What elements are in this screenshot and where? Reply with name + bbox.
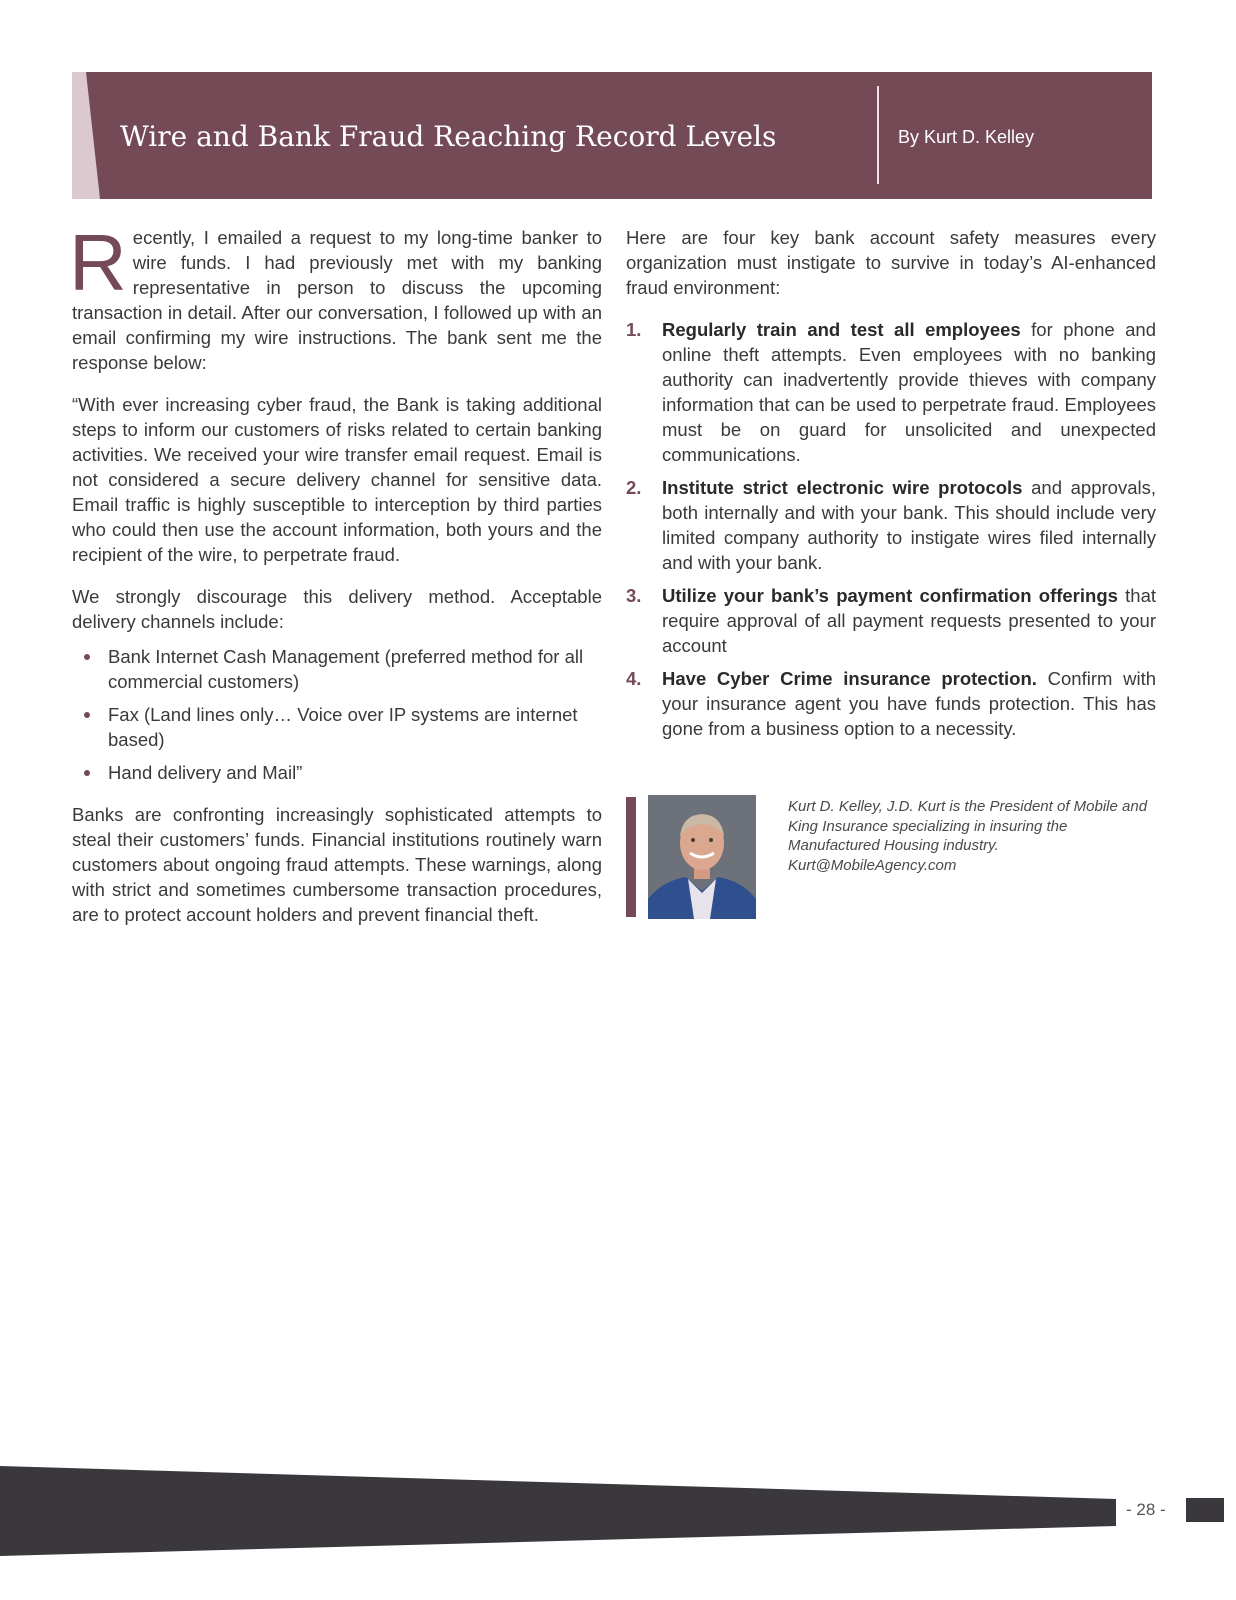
step-heading: Have Cyber Crime insurance protection. [662,668,1037,689]
article-byline: By Kurt D. Kelley [898,127,1035,147]
bio-description: Kurt D. Kelley, J.D. Kurt is the President of Mobile and King Insurance specializing in insuring the Manufactured Housing industry. [788,798,1148,854]
list-item [626,666,1156,741]
list-item: Fax (Land lines only… Voice over IP systems are internet based) [72,702,602,752]
author-photo [648,795,756,919]
bio-accent-bar [626,797,636,917]
bank-quote-paragraph: “With ever increasing cyber fraud, the Bank is taking additional steps to inform our customers of risks related to certain banking activities. We received your wire transfer email request. Email is not considered a secure delivery channel for sensitive data. Email traffic is highly susceptible to interception by third parties who could then use the account information, both yours and the recipient of the wire, to perpetrate fraud. [72,394,602,565]
article-header-banner [72,72,1152,199]
banner-accent-stripe [72,72,100,199]
measures-intro: Here are four key bank account safety measures every organization must instigate to survive in today’s AI-enhanced fraud environment: [626,227,1156,298]
list-item [626,317,1156,467]
page-number: - 28 - [1126,1500,1166,1519]
drop-cap: R [69,218,127,307]
delivery-channel-list [72,644,602,785]
article-title: Wire and Bank Fraud Reaching Record Levels [120,120,777,153]
step-heading: Regularly train and test all employees [662,319,1021,340]
step-text: and approvals, both internally and with your bank. This should include very limited company authority to instigate wires filed internally and with your bank. [662,477,1156,573]
list-item [626,583,1156,658]
left-column [69,218,602,944]
right-column [626,225,1156,749]
step-number: 3. [626,585,642,606]
list-item [626,475,1156,575]
step-number: 2. [626,477,642,498]
step-text: for phone and online theft attempts. Even employees with no banking authority can inadvertently provide thieves with company information that can be used to perpetrate fraud. Employees must be on guard for unsolicited and unexpected communications. [662,319,1156,465]
closing-paragraph: Banks are confronting increasingly sophisticated attempts to steal their customers’ funds. Financial institutions routinely warn customers about ongoing fraud attempts. These warnings, along with strict and sometimes cumbersome transaction procedures, are to protect account holders and prevent financial theft. [72,804,602,925]
bio-text-block [788,797,1153,875]
discourage-paragraph: We strongly discourage this delivery method. Acceptable delivery channels include: [72,586,602,632]
step-number: 4. [626,668,642,689]
footer-block [1186,1498,1224,1522]
step-number: 1. [626,319,642,340]
author-bio [626,795,1156,920]
list-item: Bank Internet Cash Management (preferred method for all commercial customers) [72,644,602,694]
footer-band [0,1466,1116,1556]
banner-divider [877,86,879,184]
author-email: Kurt@MobileAgency.com [788,856,957,874]
intro-paragraph [69,218,602,375]
list-item: Hand delivery and Mail” [72,760,602,785]
step-heading: Institute strict electronic wire protocols [662,477,1023,498]
intro-text: ecently, I emailed a request to my long-time banker to wire funds. I had previously met with my banking representative in person to discuss the upcoming transaction in detail. After our conversation, I followed up with an email confirming my wire instructions. The bank sent me the response below: [72,227,602,373]
safety-measures-list [626,317,1156,741]
step-text: Confirm with your insurance agent you have funds protection. This has gone from a business option to a necessity. [662,668,1156,739]
step-text: that require approval of all payment requests presented to your account [662,585,1156,656]
step-heading: Utilize your bank’s payment confirmation offerings [662,585,1118,606]
